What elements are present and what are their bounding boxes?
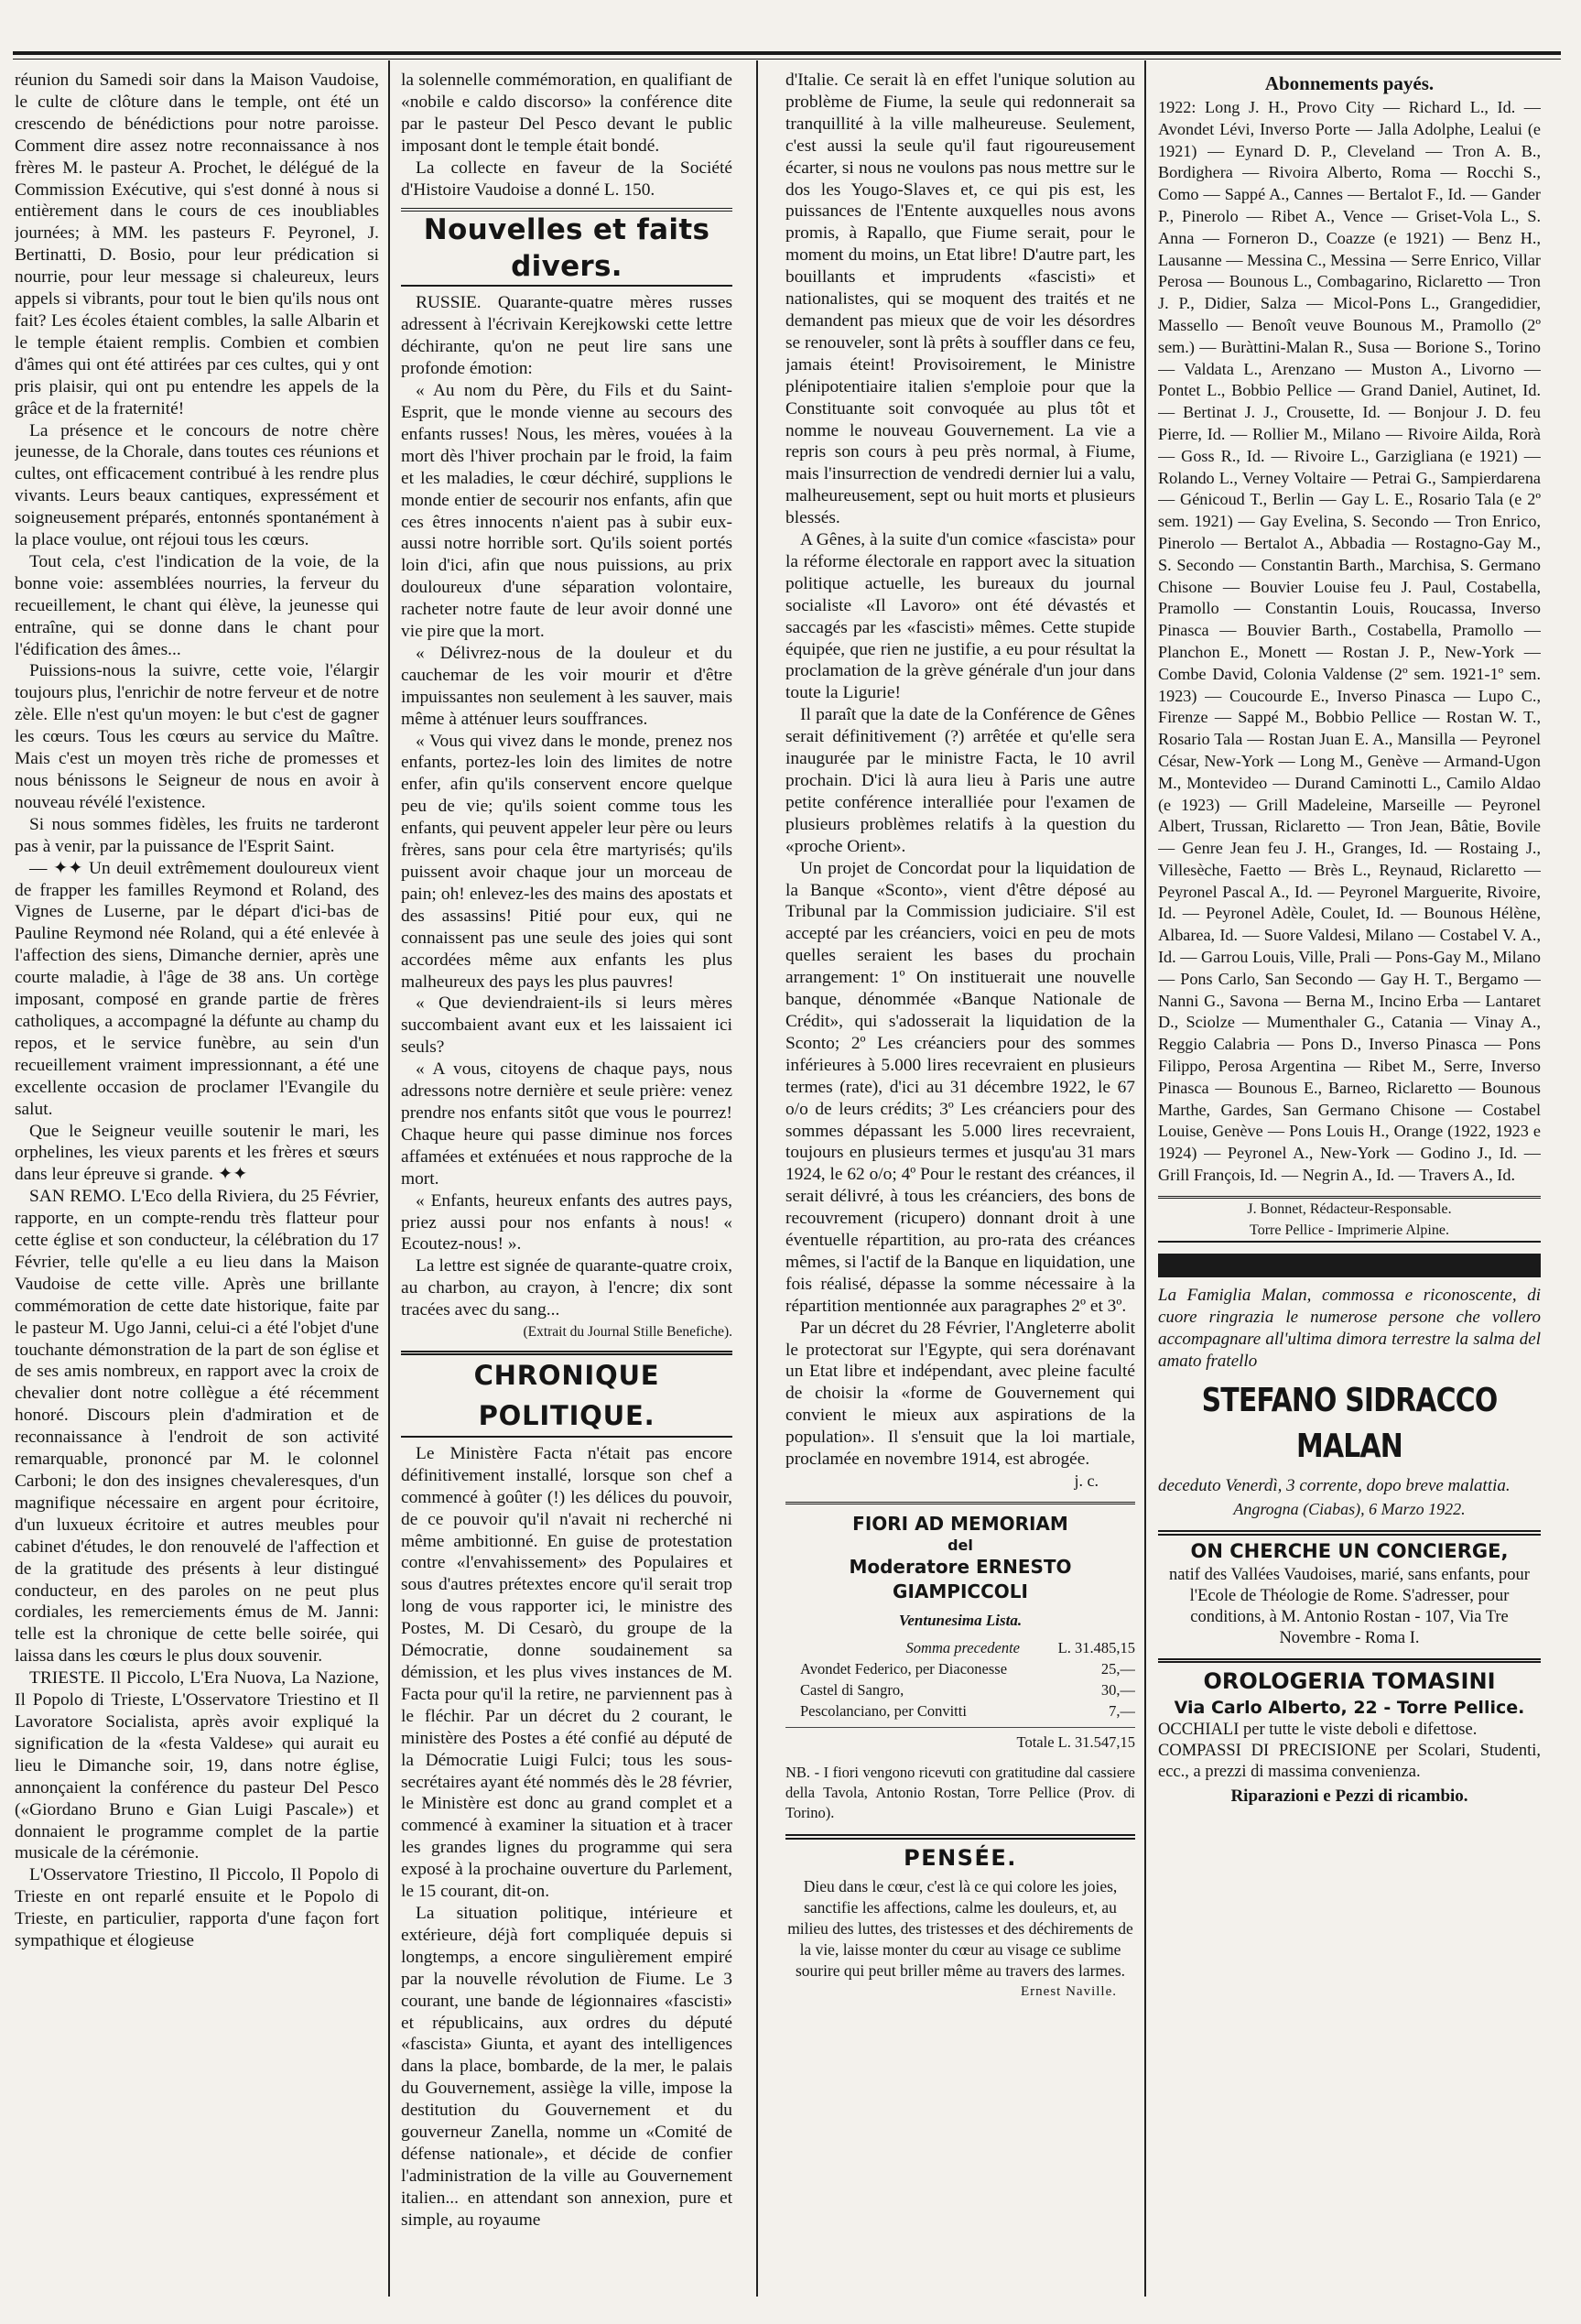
column-divider [1144,60,1146,2297]
fiori-total: Totale L. 31.547,15 [785,1727,1135,1754]
paragraph: L'Osservatore Triestino, Il Piccolo, Il Popolo di Trieste en ont reparlé ensuite et le Popolo di Trieste, en particulier, rapporta d'une façon fort sympathique et élogieuse [15,1865,379,1951]
fiori-row [785,1700,1135,1721]
paragraph: Que le Seigneur veuille soutenir le mari, les orphelines, les vieux parents et les frères et sœurs dans leur épreuve si grande. ✦✦ [15,1121,379,1185]
pensee-text: Dieu dans le cœur, c'est là ce qui colore les joies, sanctifie les affections, calme les douleurs, et, au milieu des luttes, des tristesses et des déchirements de la vie, laisse monter du cœur au visage ce sublime sourire qui peut briller même au travers des larmes. [787,1876,1133,1980]
fiori-row-value: L. 31.485,15 [1057,1638,1135,1656]
printer-line: Torre Pellice - Imprimerie Alpine. [1158,1221,1541,1243]
abonnements-heading: Abonnements payés. [1264,72,1435,94]
author-initials: j. c. [1074,1472,1099,1490]
obituary-text: La Famiglia Malan, commossa e riconoscente, di cuore ringrazia le numerose persone che vollero accompagnare all'ultima dimora terrestre la salma del amato fratello [1158,1285,1541,1371]
paragraph: réunion du Samedi soir dans la Maison Vaudoise, le culte de clôture dans le temple, ont été un crescendo de bénédictions pour notre paroisse. Comment dire assez notre reconnaissance à nos frères M. le pasteur A. Prochet, le délégué de la Commission Exécutive, qui s'est donné à nous si entièrement dans le cours de ces inoubliables journées; à MM. les pasteurs F. Peyronel, J. Bertinatti, D. Bosio, pour leur prédication si nourrie, pour leur message si chaleureux, leurs appels si vibrants, pour tout le bien qu'ils nous ont fait? Les écoles étaient combles, la salle Albarin et le temple étaient remplis. Combien et combien d'âmes qui ont été attirées par ces cultes, qui y ont pris plaisir, qui ont pu entendre les appels de la grâce et de la fraternité! [15,71,379,418]
fiori-row [785,1658,1135,1679]
fiori-row-label: Pescolanciano, per Convitti [800,1701,967,1720]
paragraph: La présence et le concours de notre chère jeunesse, de la Chorale, dans toutes ces réunions et cultes, ont efficacement contribué à les rendre plus vivants. Leurs beaux cantiques, expressément et soigneusement préparés, entonnés spontanément à la place voulue, ont réjoui tous les cœurs. [15,420,379,550]
paragraph: « Enfants, heureux enfants des autres pays, priez aussi pour nos enfants à nous! « Ecoutez-nous! ». [401,1190,732,1254]
paragraph: la solennelle commémoration, en qualifiant de «nobile e caldo discorso» la conférence dite par le pasteur Del Pesco devant le public imposant dont le temple était bondé. [401,71,732,156]
fiori-title-del: del [948,1536,973,1554]
paragraph: Par un décret du 28 Février, l'Angleterre abolit le protectorat sur l'Egypte, qui sera dorénavant un Etat libre et indépendant, avec pleine faculté de choisir la «forme de Gouvernement qui convient le mieux aux aspirations de la population». Il s'ensuit que la loi martiale, proclamée en novembre 1914, est abrogée. [785,1318,1135,1470]
column-divider [756,60,758,2297]
obituary-details: deceduto Venerdì, 3 corrente, dopo breve malattia. [1158,1475,1511,1495]
paragraph: La lettre est signée de quarante-quatre croix, au charbon, au crayon, à l'encre; dix sont tracées avec du sang... [401,1256,732,1320]
orologeria-line: COMPASSI DI PRECISIONE per Scolari, Studenti, ecc., a prezzi di massima convenienza. [1158,1741,1541,1781]
paragraph: Un projet de Concordat pour la liquidation de la Banque «Sconto», vient d'être déposé au Tribunal par la Commission judiciaire. S'il est accepté par les créanciers, voici en peu de mots quelles seraient les bases du prochain arrangement: 1º On instituerait une nouvelle banque, dénommée «Banque Nationale de Crédit», qui s'adosserait la liquidation de la Sconto; 2º Les créanciers pour des sommes inférieures à 5.000 lires recevraient en plusieurs termes (rate), d'ici au 31 décembre 1922, le 67 o/o de leurs crédits; 3º Les créanciers pour des sommes dépassant les 5.000 lires recevraient, toujours en plusieurs termes et jusqu'au 31 mars 1924, le 62 o/o; 4º Pour le restant des créances, il serait délivré, à tous les créanciers, des bons de recouvrement (ricupero) donnant droit à une éventuelle répartition, au pro-rata des créances mêmes, si l'actif de la Banque en liquidation, une fois réalisé, dépasse la somme nécessaire à la répartition mentionnée aux paragraphes 2º et 3º. [785,858,1135,1316]
orologeria-heading: OROLOGERIA TOMASINI [1203,1667,1496,1694]
paragraph: Puissions-nous la suivre, cette voie, l'élargir toujours plus, l'enrichir de notre ferveur et de notre zèle. Elle n'est qu'un moyen: le but c'est de gagner les cœurs. Tous les cœurs au service du Maître. Mais c'est un moyen très riche de promesses et nous bénissons le Seigneur de nous en avoir à nouveau révélé l'existence. [15,661,379,812]
column-2 [401,70,732,2304]
source-credit: (Extrait du Journal Stille Benefiche). [523,1324,732,1341]
paragraph: TRIESTE. Il Piccolo, L'Era Nuova, La Nazione, Il Popolo di Trieste, L'Osservatore Triestino et Il Lavoratore Socialista, après avoir expliqué la signification de la «festa Valdese» qui aurait eu lieu le Dimanche soir, 19, dans notre église, annonçaient la conférence du pasteur Del Pesco («Giordano Bruno e Gian Luigi Pascale») et donnaient le programme complet de la partie musicale de la cérémonie. [15,1668,379,1863]
column-1 [15,70,379,2304]
paragraph: « Vous qui vivez dans le monde, prenez nos enfants, portez-les loin des limites de notre enfer, afin qu'ils conservent encore quelque peu de vie; qu'ils soient comme tous les enfants, qui peuvent appeler leur père ou leurs frères, sans pour cela être martyrisés; qu'ils puissent avoir chaque jour un morceau de pain; oh! enlevez-les des mains des apostats et des assassins! Pitié pour eux, qui ne connaissent pas une seule des joies qui sont accordées même aux enfants les plus malheureux des pays les plus pauvres! [401,731,732,992]
top-rule [13,51,1561,60]
fiori-title-name: Moderatore ERNESTO GIAMPICCOLI [849,1555,1072,1602]
concierge-text: natif des Vallées Vaudoises, marié, sans enfants, pour l'Ecole de Théologie de Rome. S'adresser, pour conditions, à M. Antonio Rostan - 107, Via Tre Novembre - Roma I. [1169,1565,1530,1647]
editor-signature: J. Bonnet, Rédacteur-Responsable. [1158,1196,1541,1221]
orologeria-line: Riparazioni e Pezzi di ricambio. [1230,1786,1468,1806]
concierge-heading: ON CHERCHE UN CONCIERGE, [1190,1539,1509,1562]
orologeria-ad [1158,1658,1541,1810]
paragraph: A Gênes, à la suite d'un comice «fascista» pour la réforme électorale en rapport avec la situation politique actuelle, les bureaux du journal socialiste «Il Lavoro» ont été dévastés et saccagés par les «fascisti» mêmes. Cette stupide équipée, que rien ne justifie, a eu pour résultat la proclamation de la grève générale d'un jour dans toute la Ligurie! [785,530,1135,703]
fiori-row-label: Avondet Federico, per Diaconesse [800,1659,1008,1678]
abonnements-list: 1922: Long J. H., Provo City — Richard L., Id. — Avondet Lévi, Inverso Porte — Jalla Adolphe, Lealui (e 1921) — Eynard D. P., Cleveland — Tron A. B., Bordighera — Rivoira Alberto, Roma — Rocchi S., Como — Sappé A., Cannes — Bertalot F., Id. — Gander P., Pinerolo — Ribet A., Vence — Griset-Vola L., S. Anna — Forneron D., Coazze (e 1921) — Benz H., Lausanne — Messina C., Messina — Serre Enrico, Villar Perosa — Bounous L., Combagarino, Riclaretto — Tron J. P., Didier, Salza — Micol-Pons L., Grangedidier, Massello — Benoît veuve Bounous M., Pramollo (2º sem.) — Buràttini-Malan R., Susa — Borione S., Torino — Valdata L., Arenzano — Muston A., Livorno — Pontet L., Bobbio Pellice — Grand Daniel, Autinet, Id. — Bertinat J. J., Crousette, Id. — Bonjour J. D. feu Pierre, Id. — Rollier M., Milano — Rivoire Ailda, Rorà — Goss R., Id. — Rivoire L., Garzigliana (e 1921) — Rolando L., Verney Voltaire — Petrai G., Sampierdarena — Génicoud T., Berlin — Gay L. E., Rosario Tala (e 2º sem. 1921) — Gay Evelina, S. Secondo — Tron Enrico, Pinerolo — Bertalot A., Abbadia — Rostagno-Gay M., S. Secondo — Constantin Barth., Marchisa, S. Germano Chisone — Bouvier Louise feu J. Paul, Costabella, Pramollo — Constantin Louis, Roucassa, Inverso Pinasca — Bouvier Barth., Costabella, Pramollo — Planchon E., Monett — Rostan J. P., New-York — Combe David, Colonia Valdense (2º sem. 1921-1º sem. 1923) — Coucourde E., Inverso Pinasca — Lupo C., Firenze — Sappé M., Bobbio Pellice — Rostan W. T., Rosario Tala — Rostan Juan E. A., Mansilla — Peyronel César, New-York — Long M., Genève — Armand-Ugon M., Montevideo — Durand Caminotti L., Camilo Aldao (e 1923) — Grill Madeleine, Marseille — Peyronel Albert, Trussan, Riclaretto — Tron Jean, Bâtie, Bovile — Genre Jean feu J. H., Granges, Id. — Rostaing J., Villesèche, Faetto — Brès L., Reynaud, Riclaretto — Peyronel Pascal A., Id. — Peyronel Marguerite, Rivoire, Id. — Peyronel Adèle, Coulet, Id. — Bounous Hélène, Albarea, Id. — Suore Valdesi, Milano — Costabel V. A., Id. — Garrou Louis, Ville, Prali — Pons-Gay M., Milano — Pons Carlo, San Secondo — Gay H. T., Bergamo — Nanni G., Savona — Berna M., Incino Erba — Lantaret D., Sciolze — Mumenthaler G., Catania — Vinay A., Reggio Calabria — Pons D., Inverso Pinasca — Pons Filippo, Perosa Argentina — Ribet M., Serre, Inverso Pinasca — Bounous E., Barneo, Riclaretto — Bounous Marthe, Gardes, San Germano Chisone — Costabel Louise, Genève — Pons Louis H., Orange (1922, 1923 e 1924) — Peyronel A., New-York — Godino J., Id. — Grill François, Id. — Negrin A., Id. — Travers A., Id. [1158,98,1541,1185]
paragraph: « Délivrez-nous de la douleur et du cauchemar de les voir mourir et d'être impuissantes non seulement à les sauver, mais même à atténuer leurs souffrances. [401,643,732,729]
paragraph: Il paraît que la date de la Conférence de Gênes serait définitivement (?) arrêtée et qu'elle sera inaugurée par le ministre Facta, le 10 avril prochain. D'ici là aura lieu à Paris une autre petite conférence interalliée pour l'examen de plusieurs problèmes relatifs à la question du «proche Orient». [785,705,1135,856]
fiori-row-label: Somma precedente [905,1638,1020,1656]
paragraph: « A vous, citoyens de chaque pays, nous adressons notre dernière et seule prière: venez prendre nos enfants sitôt que vous le pourrez! Chaque heure qui passe diminue nos forces affamées et exténuées et nous rapproche de la mort. [401,1059,732,1189]
paragraph: « Que deviendraient-ils si leurs mères succombaient avant eux et les laissaient ici seuls? [401,994,732,1058]
paragraph: SAN REMO. L'Eco della Riviera, du 25 Février, rapporte, en un compte-rendu très flatteur pour cette église et son conducteur, la célébration du 17 Février, telle qu'elle a eu lieu dans la Maison Vaudoise de cette ville. Après une brillante commémoration de cette date historique, faite par le pasteur M. Ugo Janni, celui-ci a été l'objet d'une touchante démonstration de la part de son église et de ses amis nombreux, en rapport avec la croix de chevalier dont notre collègue a été récemment honoré. Discours plein d'admiration et de reconnaissance à l'endroit de son activité remarquable, prononcé par M. le colonnel Carboni; le don des insignes chevaleresques, d'un magnifique nécessaire en argent pour écritoire, d'un luxueux écritoire et autres meubles pour cabinet d'études, le don renouvelé de l'affection et de la gratitude des présents à leur distingué conducteur, en des paroles on ne peut plus cordiales, les remerciements émus de M. Janni: telle est la chronique de cette belle soirée, qui laissa dans les cœurs le plus doux souvenir. [15,1187,379,1667]
black-bar [1158,1254,1541,1277]
obituary-place-date: Angrogna (Ciabas), 6 Marzo 1922. [1233,1499,1466,1518]
obituary-name: STEFANO SIDRACCO MALAN [1201,1381,1498,1465]
paragraph: La collecte en faveur de la Société d'Histoire Vaudoise a donné L. 150. [401,157,732,200]
divider [785,1502,1135,1504]
fiori-title: FIORI AD MEMORIAM [852,1512,1068,1535]
fiori-note: NB. - I fiori vengono ricevuti con gratitudine dal cassiere della Tavola, Antonio Rostan, Torre Pellice (Prov. di Torino). [785,1763,1135,1821]
orologeria-line: OCCHIALI per tutte le viste deboli e difettose. [1158,1720,1478,1739]
section-heading-nouvelles: Nouvelles et faits divers. [401,208,732,287]
paragraph: « Au nom du Père, du Fils et du Saint-Esprit, que le monde vienne au secours des enfants russes! Nous, les mères, vouées à la mort dès l'hiver prochain par le froid, la faim et les maladies, le cœur déchiré, supplions le monde entier de secourir nos enfants, afin que ces êtres innocents n'aient pas à subir eux-aussi notre horrible sort. Qu'ils soient portés loin d'ici, afin que nous puissions, au prix douloureux d'une séparation volontaire, racheter notre faute de leur avoir donné une vie pire que la mort. [401,381,732,642]
paragraph: Tout cela, c'est l'indication de la voie, de la bonne voie: assemblées nourries, la ferveur du recueillement, le chant qui élève, la jeunesse qui entraîne, qui se donne dans le chant pour l'édification des âmes... [15,551,379,659]
fiori-subtitle: Ventunesima Lista. [898,1611,1023,1629]
column-4 [1158,70,1541,2304]
column-3 [785,70,1135,2304]
pensee-author: Ernest Naville. [1021,1983,1117,1999]
fiori-row [785,1637,1135,1658]
paragraph: La situation politique, intérieure et extérieure, déjà fort compliquée depuis si longtemps, a encore singulièrement empiré par la nouvelle révolution de Fiume. Le 3 courant, une bande de légionnaires «fascisti» et républicains, aux ordres du député «fascista» Giunta, et ayant des intelligences dans la place, bombarde, de la mer, le palais du Gouvernement, assiège la ville, impose la destitution du Gouvernement et du gouverneur Zanella, nomme un «Comité de défense nationale», et décide de confier l'administration de la ville au Gouvernement italien... en attendant son annexion, pure et simple, au royaume [401,1903,732,2230]
fiori-row [785,1679,1135,1700]
orologeria-address: Via Carlo Alberto, 22 - Torre Pellice. [1174,1697,1525,1718]
paragraph: d'Italie. Ce serait là en effet l'unique solution au problème de Fiume, la seule qui redonnerait sa tranquillité à la ville malheureuse. Seulement, c'est aussi la seule qu'il faut rigoureusement écarter, si nous ne voulons pas nous mettre sur le dos les Yougo-Slaves et, ce qui pis est, les puissances de l'Entente auxquelles nous avons promis, à Rapallo, que Fiume serait, pour le moment du moins, un Etat libre! D'autre part, les bouillants et imprudents «fascisti» et nationalistes, qui se moquent des traités et ne demandent pas mieux que de voir les désordres se renouveler, sont là prêts à souffler dans ce feu, jamais éteint! Provisoirement, le Ministre plénipotentiaire italien s'emploie pour que la Constituante soit convoquée au plus tôt et nomme le nouveau Gouvernement. La vie a repris son cours à peu près normal, à Fiume, mais l'insurrection de vendredi dernier lui a valu, malheureusement, sept ou huit morts et plusieurs blessés. [785,71,1135,528]
fiori-row-value: 7,— [1109,1701,1135,1720]
fiori-row-value: 30,— [1100,1680,1135,1699]
fiori-row-value: 25,— [1100,1659,1135,1678]
fiori-row-label: Castel di Sangro, [800,1680,904,1699]
paragraph: Le Ministère Facta n'était pas encore définitivement installé, lorsque son chef a commencé à goûter (!) les délices du pouvoir, de ce pouvoir qu'il n'avait ni recherché ni même ambitionné. En guise de protestation contre «l'envahissement» des Populaires et sous d'autres prétextes encore qu'il serait trop long de vous rapporter ici, le ministre des Postes, M. Di Cesarò, du groupe de la Démocratie, donne soudainement sa démission, et les plus vives instances de M. Facta pour qu'il la retire, ne parviennent pas à le fléchir. Par un décret du 2 courant, le ministère des Postes a été confié au député de la Démocratie Luigi Fulci; tous les sous-secrétaires ayant été nommés dès le 28 février, le Ministère est donc au grand complet et a commencé à examiner la situation et à tracer les grandes lignes du programme qui sera exposé à la prochaine ouverture du Parlement, le 15 courant, dit-on. [401,1443,732,1902]
paragraph: RUSSIE. Quarante-quatre mères russes adressent à l'écrivain Kerejkowski cette lettre déchirante, qu'on ne peut lire sans une profonde émotion: [401,293,732,379]
paragraph: Si nous sommes fidèles, les fruits ne tarderont pas à venir, par la puissance de l'Esprit Saint. [15,814,379,856]
column-divider [388,60,390,2297]
pensee-heading: PENSÉE. [785,1834,1135,1876]
concierge-ad [1158,1530,1541,1649]
section-heading-chronique: CHRONIQUE POLITIQUE. [401,1351,732,1438]
paragraph: — ✦✦ Un deuil extrêmement douloureux vient de frapper les familles Reymond et Roland, des Vignes de Luserne, par le départ d'ici-bas de Pauline Reymond née Roland, qui a été enlevée à l'affection des siens, Dimanche dernier, après une courte maladie, à l'âge de 38 ans. Un cortège imposant, composé en grande partie de frères catholiques, a accompagné la défunte au champ du repos, et le service funèbre, au sein d'un recueillement vraiment impressionnant, a été une excellente occasion de proclamer l'Evangile du salut. [15,858,379,1119]
